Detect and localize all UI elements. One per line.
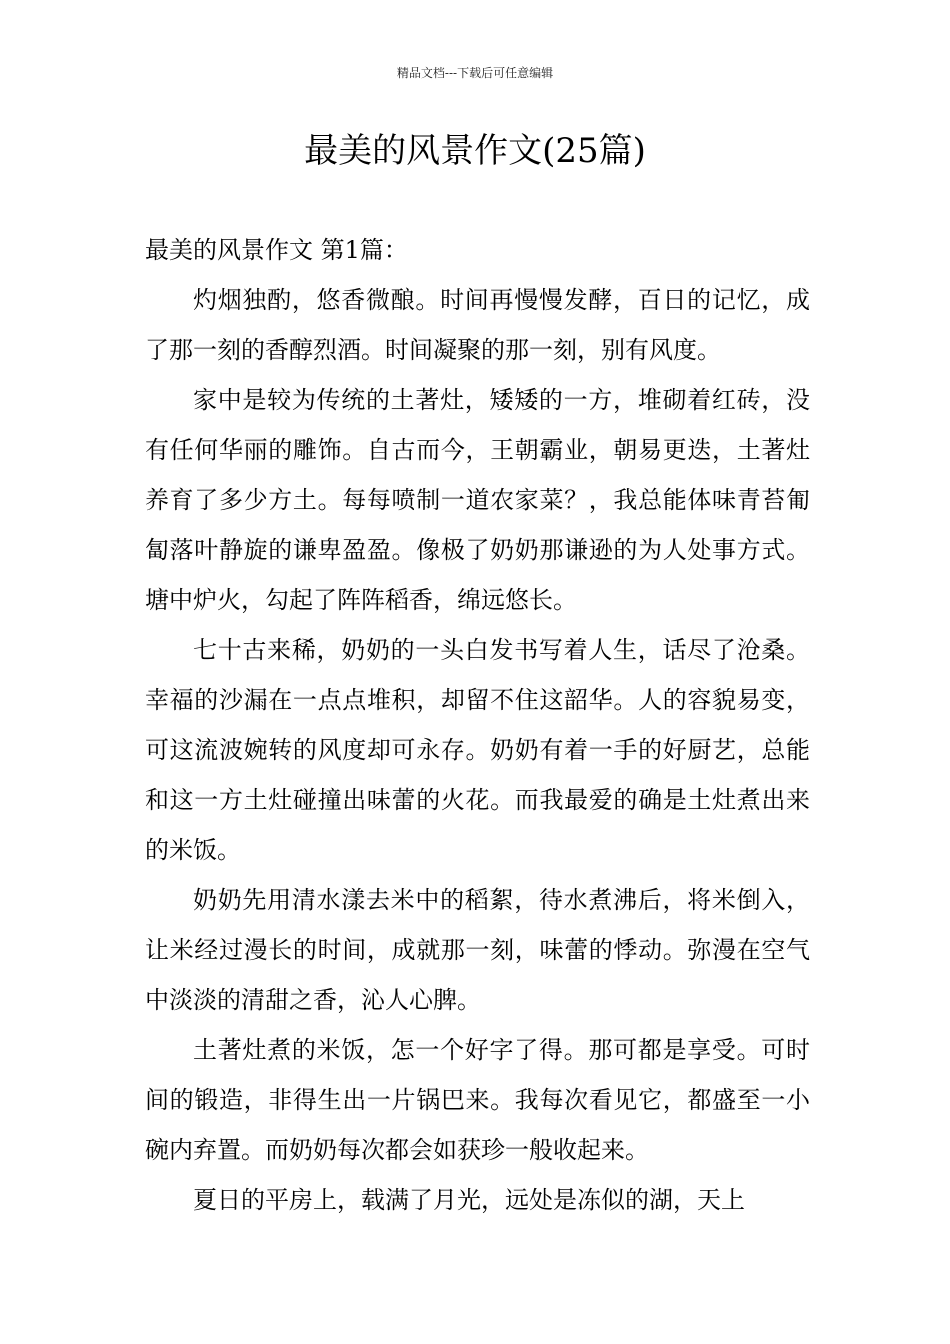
paragraph-2: 家中是较为传统的土著灶，矮矮的一方，堆砌着红砖，没有任何华丽的雕饰。自古而今，王朝霸业，朝易更迭，土著灶养育了多少方土。每每喷制一道农家菜？，我总能体味青苔匍匐落叶静旋的谦卑盈盈。像极了奶奶那谦逊的为人处事方式。塘中炉火，勾起了阵阵稻香，绵远悠长。 [145, 386, 810, 614]
paragraph-3: 七十古来稀，奶奶的一头白发书写着人生，话尽了沧桑。幸福的沙漏在一点点堆积，却留不住这韶华。人的容貌易变，可这流波婉转的风度却可永存。奶奶有着一手的好厨艺，总能和这一方土灶碰撞出味蕾的火花。而我最爱的确是土灶煮出来的米饭。 [145, 636, 810, 864]
header-note: 精品文档---下载后可任意编辑 [396, 66, 554, 80]
document-body [145, 225, 810, 1225]
paragraph-6: 夏日的平房上，载满了月光，远处是冻似的湖，天上 [193, 1186, 745, 1214]
paragraph-5: 土著灶煮的米饭，怎一个好字了得。那可都是享受。可时间的锻造，非得生出一片锅巴来。我每次看见它，都盛至一小碗内弃置。而奶奶每次都会如获珍一般收起来。 [145, 1036, 810, 1164]
section-heading: 最美的风景作文 第1篇： [145, 236, 408, 264]
document-title: 最美的风景作文(25篇) [304, 131, 646, 171]
paragraph-1: 灼烟独酌，悠香微酿。时间再慢慢发酵，百日的记忆，成了那一刻的香醇烈酒。时间凝聚的那一刻，别有风度。 [145, 286, 810, 364]
paragraph-4: 奶奶先用清水漾去米中的稻絮，待水煮沸后，将米倒入，让米经过漫长的时间，成就那一刻，味蕾的悸动。弥漫在空气中淡淡的清甜之香，沁人心脾。 [145, 886, 810, 1014]
